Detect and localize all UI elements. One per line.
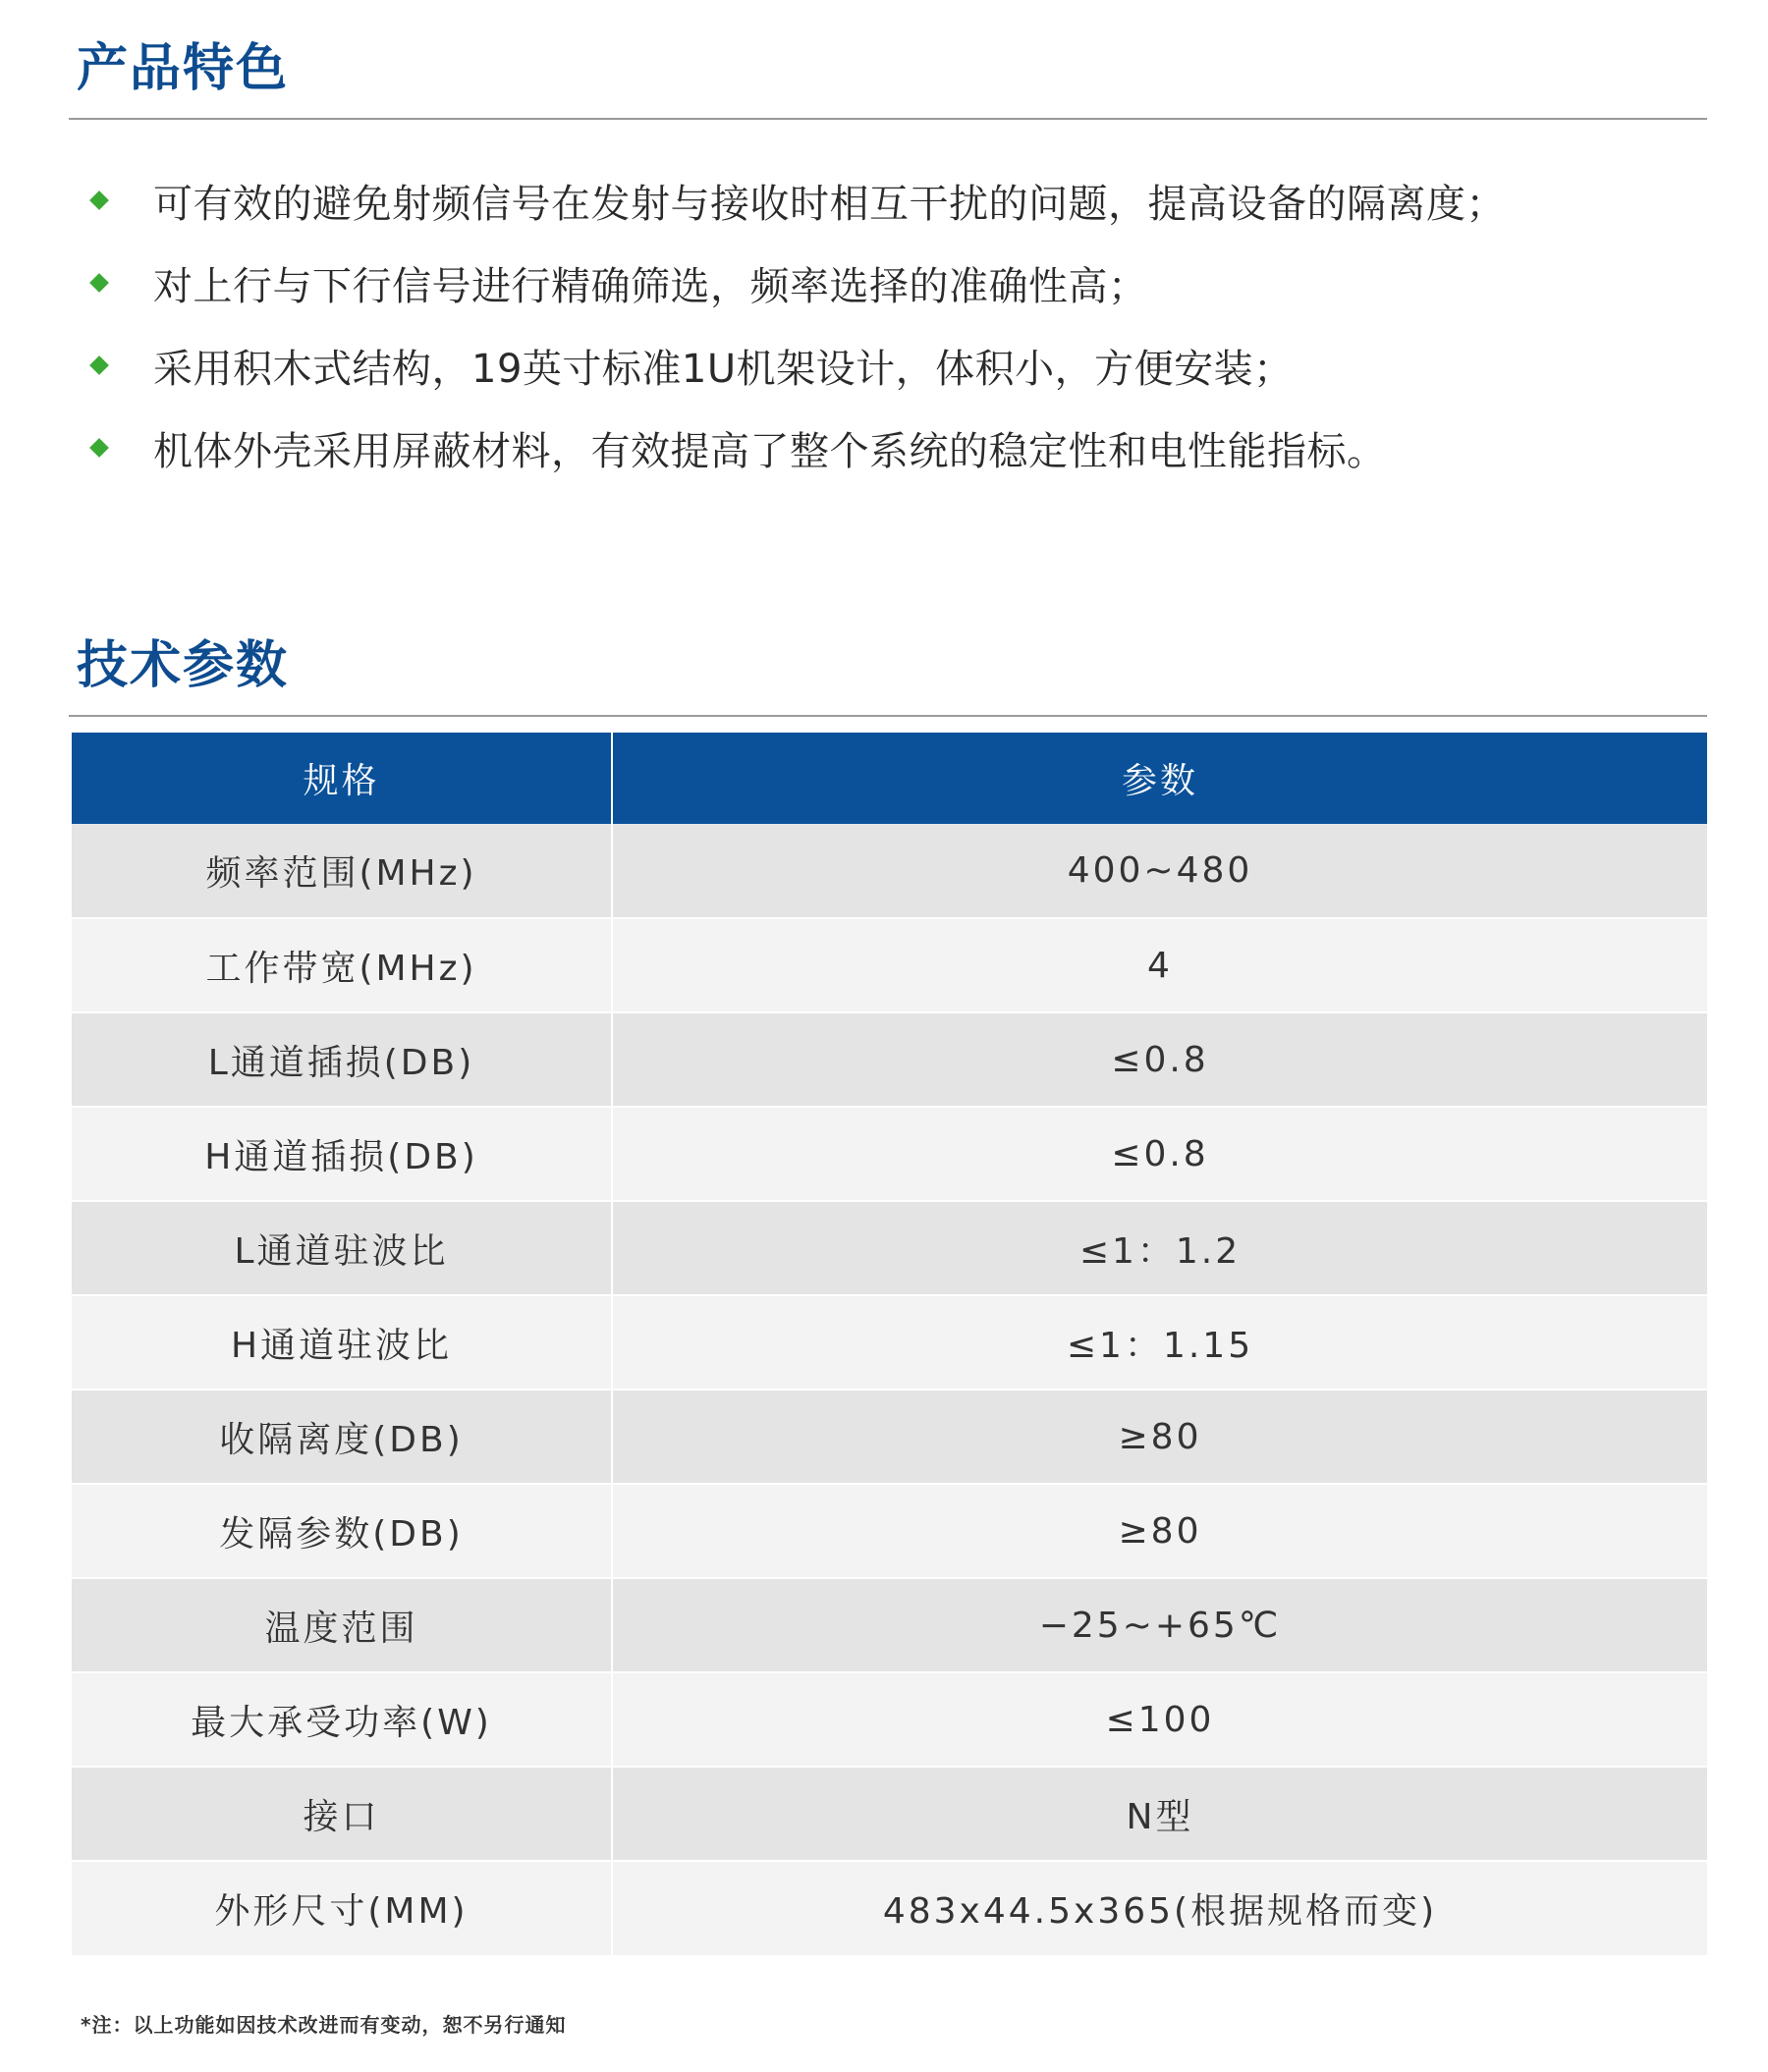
spec-name-cell: 温度范围 bbox=[72, 1578, 612, 1672]
feature-text: 机体外壳采用屏蔽材料，有效提高了整个系统的稳定性和电性能指标。 bbox=[153, 428, 1387, 474]
spec-value-cell: ≤100 bbox=[612, 1672, 1707, 1767]
spec-name-cell: 发隔参数(DB) bbox=[72, 1484, 612, 1578]
spec-value-cell: ≤0.8 bbox=[612, 1012, 1707, 1107]
feature-item bbox=[92, 159, 1703, 242]
spec-name-cell: 收隔离度(DB) bbox=[72, 1390, 612, 1484]
spec-name-cell: H通道插损(DB) bbox=[72, 1107, 612, 1201]
footnote: *注：以上功能如因技术改进而有变动，恕不另行通知 bbox=[81, 2013, 567, 2037]
table-header-row bbox=[72, 733, 1707, 824]
spec-name-cell: 接口 bbox=[72, 1767, 612, 1861]
green-diamond-bullet-icon bbox=[89, 191, 109, 210]
table-row bbox=[72, 1295, 1707, 1390]
spec-value-cell: ≤1：1.15 bbox=[612, 1295, 1707, 1390]
spec-value-cell: ≥80 bbox=[612, 1390, 1707, 1484]
table-row bbox=[72, 1767, 1707, 1861]
table-row bbox=[72, 1201, 1707, 1295]
spec-name-cell: 工作带宽(MHz) bbox=[72, 918, 612, 1012]
feature-item bbox=[92, 242, 1703, 324]
spec-value-cell: −25~+65℃ bbox=[612, 1578, 1707, 1672]
features-divider bbox=[69, 118, 1707, 120]
table-row bbox=[72, 1578, 1707, 1672]
header-param: 参数 bbox=[612, 733, 1707, 824]
feature-item bbox=[92, 324, 1703, 407]
table-row bbox=[72, 918, 1707, 1012]
table-row bbox=[72, 1012, 1707, 1107]
spec-value-cell: ≤0.8 bbox=[612, 1107, 1707, 1201]
table-row bbox=[72, 824, 1707, 918]
spec-value-cell: 4 bbox=[612, 918, 1707, 1012]
spec-value-cell: ≥80 bbox=[612, 1484, 1707, 1578]
feature-text: 对上行与下行信号进行精确筛选，频率选择的准确性高； bbox=[153, 263, 1148, 309]
spec-value-cell: N型 bbox=[612, 1767, 1707, 1861]
green-diamond-bullet-icon bbox=[89, 355, 109, 375]
feature-item bbox=[92, 407, 1703, 489]
green-diamond-bullet-icon bbox=[89, 438, 109, 458]
specs-divider bbox=[69, 715, 1707, 717]
table-row bbox=[72, 1672, 1707, 1767]
spec-name-cell: 最大承受功率(W) bbox=[72, 1672, 612, 1767]
feature-list bbox=[92, 159, 1703, 489]
green-diamond-bullet-icon bbox=[89, 273, 109, 293]
spec-name-cell: H通道驻波比 bbox=[72, 1295, 612, 1390]
feature-text: 采用积木式结构，19英寸标准1U机架设计，体积小，方便安装； bbox=[153, 346, 1294, 392]
spec-value-cell: ≤1：1.2 bbox=[612, 1201, 1707, 1295]
spec-table bbox=[72, 733, 1707, 1955]
spec-name-cell: 外形尺寸(MM) bbox=[72, 1861, 612, 1955]
spec-value-cell: 400~480 bbox=[612, 824, 1707, 918]
table-row bbox=[72, 1107, 1707, 1201]
features-section-title: 产品特色 bbox=[77, 39, 290, 98]
spec-value-cell: 483x44.5x365(根据规格而变) bbox=[612, 1861, 1707, 1955]
spec-name-cell: 频率范围(MHz) bbox=[72, 824, 612, 918]
table-row bbox=[72, 1861, 1707, 1955]
table-row bbox=[72, 1390, 1707, 1484]
header-spec: 规格 bbox=[72, 733, 612, 824]
feature-text: 可有效的避免射频信号在发射与接收时相互干扰的问题，提高设备的隔离度； bbox=[153, 181, 1506, 227]
spec-name-cell: L通道插损(DB) bbox=[72, 1012, 612, 1107]
spec-name-cell: L通道驻波比 bbox=[72, 1201, 612, 1295]
table-row bbox=[72, 1484, 1707, 1578]
specs-section-title: 技术参数 bbox=[77, 636, 290, 695]
